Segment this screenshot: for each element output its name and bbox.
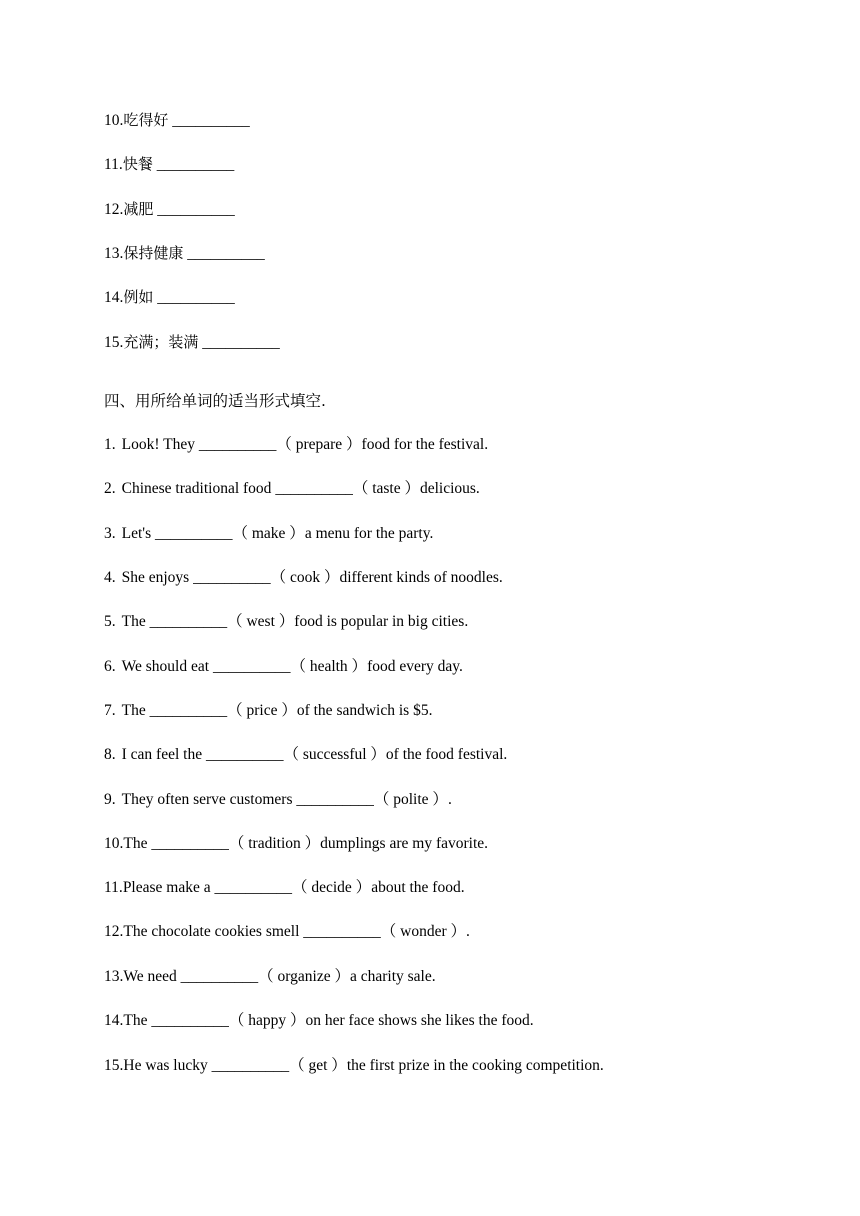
exercise-item-15: [104, 1056, 604, 1076]
word-hint: （ health ）: [290, 658, 368, 675]
answer-blank: __________: [151, 835, 229, 852]
text-before: The chocolate cookies smell: [123, 923, 300, 940]
item-number: 6.: [104, 658, 116, 675]
answer-blank: __________: [198, 436, 277, 453]
text-before: The: [121, 613, 146, 630]
word-hint: （ organize ）: [258, 968, 350, 985]
item-number: 12.: [104, 923, 124, 940]
text-after: on her face shows she likes the food.: [305, 1012, 534, 1029]
text-after: a menu for the party.: [304, 525, 434, 542]
text-before: The: [123, 835, 148, 852]
section-heading: 四、用所给单词的适当形式填空.: [104, 392, 326, 410]
text-after: dumplings are my favorite.: [320, 835, 489, 852]
exercise-item-8: [104, 745, 507, 765]
text-before: I can feel the: [121, 746, 203, 763]
item-number: 15.: [104, 334, 124, 351]
word-hint: （ prepare ）: [276, 436, 362, 453]
word-hint: （ west ）: [227, 613, 295, 630]
item-number: 5.: [104, 613, 116, 630]
text-after: of the sandwich is $5.: [296, 702, 433, 719]
item-number: 7.: [104, 702, 116, 719]
exercise-item-12: [104, 922, 470, 942]
word-hint: （ happy ）: [228, 1012, 306, 1029]
word-hint: （ polite ）: [373, 791, 448, 808]
text-after: food is popular in big cities.: [294, 613, 469, 630]
text-before: Let's: [121, 525, 152, 542]
word-hint: （ get ）: [289, 1057, 347, 1074]
text-after: about the food.: [371, 879, 465, 896]
text-before: He was lucky: [123, 1057, 208, 1074]
text-after: of the food festival.: [385, 746, 508, 763]
exercise-item-3: [104, 524, 433, 544]
answer-blank: __________: [212, 658, 291, 675]
answer-blank: __________: [172, 112, 250, 129]
text-after: .: [447, 791, 452, 808]
item-number: 3.: [104, 525, 116, 542]
answer-blank: __________: [156, 156, 235, 173]
item-number: 4.: [104, 569, 116, 586]
item-number: 10.: [104, 835, 124, 852]
item-number: 14.: [104, 289, 124, 306]
word-hint: （ price ）: [227, 702, 297, 719]
exercise-item-13: [104, 967, 436, 987]
answer-blank: __________: [202, 334, 280, 351]
word-hint: （ wonder ）: [380, 923, 467, 940]
chinese-term: 减肥: [123, 200, 154, 218]
text-after: food for the festival.: [361, 436, 489, 453]
exercise-item-9: [104, 790, 452, 810]
text-before: Please make a: [122, 879, 211, 896]
answer-blank: __________: [193, 569, 271, 586]
chinese-term: 吃得好: [123, 111, 169, 129]
text-before: Look! They: [121, 436, 195, 453]
item-number: 2.: [104, 480, 116, 497]
vocab-item-12: [104, 199, 235, 220]
answer-blank: __________: [149, 613, 228, 630]
answer-blank: __________: [157, 289, 235, 306]
item-number: 14.: [104, 1012, 124, 1029]
text-before: We need: [123, 968, 177, 985]
chinese-term: 保持健康: [123, 244, 184, 262]
text-after: food every day.: [367, 658, 463, 675]
answer-blank: __________: [205, 746, 284, 763]
item-number: 9.: [104, 791, 116, 808]
word-hint: （ taste ）: [352, 480, 420, 497]
exercise-item-6: [104, 657, 463, 677]
vocab-item-10: [104, 110, 250, 131]
exercise-item-2: [104, 479, 480, 499]
vocab-item-14: [104, 287, 235, 308]
word-hint: （ decide ）: [291, 879, 372, 896]
text-before: Chinese traditional food: [121, 480, 272, 497]
text-before: We should eat: [121, 658, 210, 675]
answer-blank: __________: [214, 879, 292, 896]
exercise-item-5: [104, 612, 468, 632]
vocab-item-15: [104, 332, 280, 353]
item-number: 8.: [104, 746, 116, 763]
answer-blank: __________: [303, 923, 381, 940]
word-hint: （ successful ）: [283, 746, 386, 763]
word-hint: （ tradition ）: [228, 835, 321, 852]
text-after: a charity sale.: [349, 968, 436, 985]
text-before: The: [123, 1012, 148, 1029]
item-number: 13.: [104, 968, 124, 985]
answer-blank: __________: [296, 791, 374, 808]
text-after: .: [466, 923, 470, 940]
exercise-item-7: [104, 701, 432, 721]
answer-blank: __________: [211, 1057, 290, 1074]
word-hint: （ make ）: [232, 525, 305, 542]
text-before: They often serve customers: [121, 791, 293, 808]
chinese-term: 例如: [123, 288, 154, 306]
chinese-term: 快餐: [122, 155, 153, 173]
exercise-item-4: [104, 568, 503, 588]
exercise-item-10: [104, 834, 488, 854]
answer-blank: __________: [157, 201, 235, 218]
chinese-term: 充满；装满: [123, 333, 199, 351]
text-after: different kinds of noodles.: [339, 569, 503, 586]
answer-blank: __________: [187, 245, 265, 262]
item-number: 1.: [104, 436, 116, 453]
item-number: 10.: [104, 112, 124, 129]
item-number: 11.: [104, 879, 123, 896]
item-number: 13.: [104, 245, 124, 262]
item-number: 12.: [104, 201, 124, 218]
answer-blank: __________: [149, 702, 228, 719]
exercise-item-11: [104, 878, 465, 898]
text-after: the first prize in the cooking competition.: [346, 1057, 604, 1074]
text-after: delicious.: [419, 480, 480, 497]
text-before: The: [121, 702, 146, 719]
answer-blank: __________: [275, 480, 353, 497]
item-number: 11.: [104, 156, 123, 173]
answer-blank: __________: [154, 525, 233, 542]
exercise-item-1: [104, 435, 488, 455]
exercise-item-14: [104, 1011, 534, 1031]
word-hint: （ cook ）: [270, 569, 340, 586]
text-before: She enjoys: [121, 569, 190, 586]
vocab-item-11: [104, 154, 234, 175]
answer-blank: __________: [151, 1012, 229, 1029]
item-number: 15.: [104, 1057, 124, 1074]
vocab-item-13: [104, 243, 265, 264]
answer-blank: __________: [180, 968, 259, 985]
